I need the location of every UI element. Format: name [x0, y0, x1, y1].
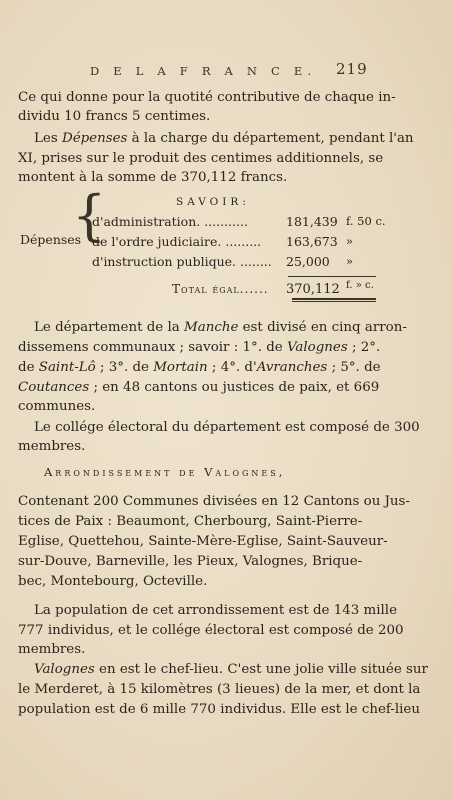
text-run: dissemens communaux ; savoir : 1°. de: [18, 340, 287, 355]
text-line: Contenant 200 Communes divisées en 12 Cantons ou Jus-: [18, 494, 410, 509]
text-line: XI, prises sur le produit des centimes additionnels, se: [18, 151, 384, 166]
expense-amount: 25,000: [286, 254, 330, 269]
text-line: 777 individus, et le collége électoral est composé de 200: [18, 623, 404, 638]
text-line: [18, 358, 381, 377]
rule-line: [292, 301, 376, 302]
italic-run: Mortain: [153, 360, 208, 375]
text-line: le Merderet, à 15 kilomètres (3 lieues) de la mer, et dont la: [18, 682, 421, 697]
text-run: de: [18, 360, 39, 375]
total-amount: 370,112: [286, 282, 340, 297]
text-run: à la charge du département, pendant l'an: [127, 131, 414, 146]
brace-glyph: {: [72, 184, 107, 247]
italic-run: Coutances: [18, 380, 90, 395]
text-run: ; en 48 cantons ou justices de paix, et 669: [89, 380, 380, 395]
page-number: 219: [336, 60, 368, 78]
text-line: [34, 660, 428, 679]
text-run: ; 3°. de: [95, 360, 154, 375]
rule-line: [292, 298, 376, 300]
text-line: sur-Douve, Barneville, les Pieux, Valognes, Brique-: [18, 554, 363, 569]
text-line: dividu 10 francs 5 centimes.: [18, 109, 211, 124]
text-line: population est de 6 mille 770 individus. Elle est le chef-lieu: [18, 702, 420, 717]
text-line: Le collége électoral du département est composé de 300: [34, 420, 420, 435]
expense-unit: »: [346, 254, 354, 268]
text-line: Ce qui donne pour la quotité contributive de chaque in-: [18, 90, 396, 105]
text-run: Les: [34, 131, 62, 146]
text-run: en est le chef-lieu. C'est une jolie ville située sur: [94, 662, 428, 677]
text-run: ; 2°.: [347, 340, 381, 355]
italic-run: Dépenses: [61, 131, 128, 146]
expense-unit: f. 50 c.: [346, 214, 386, 228]
text-line: membres.: [18, 439, 86, 454]
total-label: Total égal......: [172, 282, 269, 296]
italic-run: Saint-Lô: [38, 360, 96, 375]
expense-unit: »: [346, 234, 354, 248]
text-line: [18, 338, 380, 357]
text-line: membres.: [18, 642, 86, 657]
text-line: Eglise, Quettehou, Sainte-Mère-Eglise, Saint-Sauveur-: [18, 534, 388, 549]
text-run: Le département de la: [34, 320, 184, 335]
expense-amount: 163,673: [286, 234, 338, 249]
total-unit: f. » c.: [346, 280, 374, 291]
depenses-label: Dépenses: [20, 232, 82, 247]
section-heading: Arrondissement de Valognes,: [44, 465, 286, 479]
text-line: tices de Paix : Beaumont, Cherbourg, Saint-Pierre-: [18, 514, 363, 529]
italic-run: Avranches: [256, 360, 328, 375]
text-run: ; 5°. de: [327, 360, 381, 375]
expense-amount: 181,439: [286, 214, 338, 229]
text-line: bec, Montebourg, Octeville.: [18, 574, 208, 589]
italic-run: Valognes: [286, 340, 348, 355]
savoir-label: SAVOIR:: [176, 196, 250, 208]
text-line: communes.: [18, 399, 96, 414]
text-line: montent à la somme de 370,112 francs.: [18, 170, 288, 185]
text-run: est divisé en cinq arron-: [238, 320, 407, 335]
expense-label: d'instruction publique. ........: [92, 254, 272, 269]
text-line: [34, 318, 407, 337]
text-line: [18, 378, 379, 397]
text-run: ; 4°. d': [207, 360, 257, 375]
expense-label: d'administration. ...........: [92, 214, 248, 229]
rule-line: [288, 276, 376, 277]
expense-label: de l'ordre judiciaire. .........: [92, 234, 262, 249]
italic-run: Manche: [184, 320, 239, 335]
text-line: [34, 129, 414, 148]
text-line: La population de cet arrondissement est de 143 mille: [34, 603, 397, 618]
italic-run: Valognes: [34, 662, 95, 677]
running-title: D E L A F R A N C E.: [90, 64, 317, 78]
